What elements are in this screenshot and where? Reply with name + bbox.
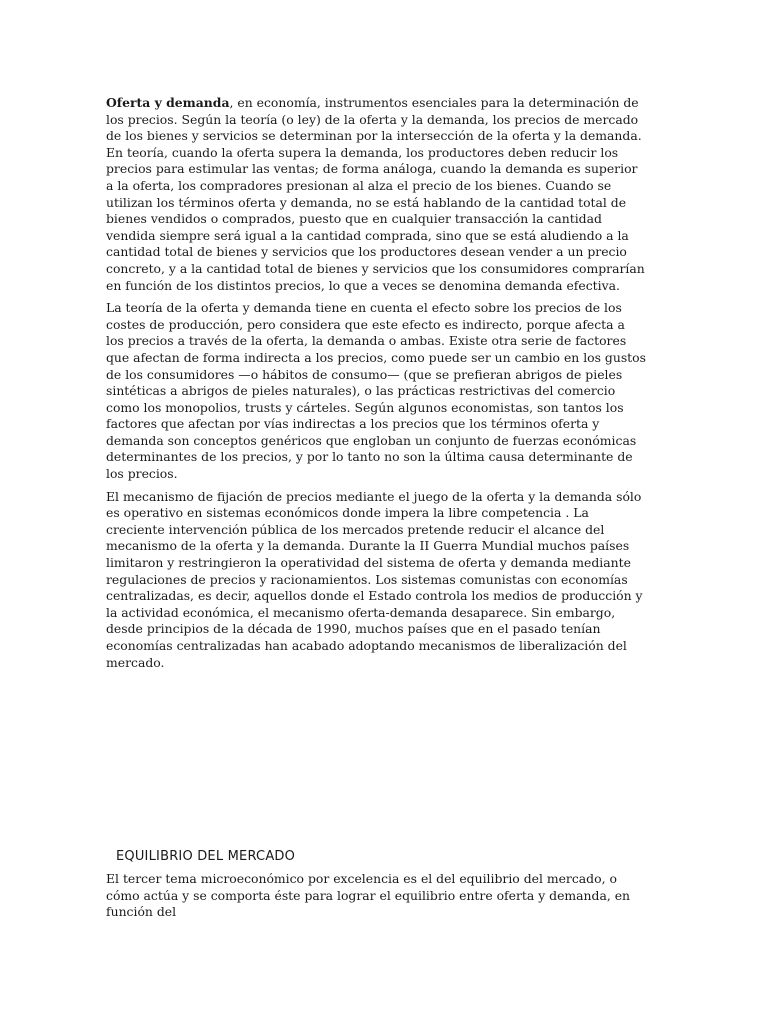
section-paragraph: El tercer tema microeconómico por excelencia es el del equilibrio del mercado, o cómo actúa y se comporta éste para lograr el equilibrio entre oferta y demanda, en función del — [106, 871, 631, 920]
paragraph-intro — [106, 95, 646, 294]
term-bold: Oferta y demanda — [106, 95, 230, 110]
paragraph-2: La teoría de la oferta y demanda tiene en cuenta el efecto sobre los precios de los costes de producción, pero considera que este efecto es indirecto, porque afecta a los precios a través de la oferta, la demanda o ambas. Existe otra serie de factores que afectan de forma indirecta a los precios, como puede ser un cambio en los gustos de los consumidores —o hábitos de consumo— (que se prefieran abrigos de pieles sintéticas a abrigos de pieles naturales), o las prácticas restrictivas del comercio como los monopolios, trusts y cárteles. Según algunos economistas, son tantos los factores que afectan por vías indirectas a los precios que los términos oferta y demanda son conceptos genéricos que engloban un conjunto de fuerzas económicas determinantes de los precios, y por lo tanto no son la última causa determinante de los precios. — [106, 300, 646, 482]
section-heading: EQUILIBRIO DEL MERCADO — [116, 849, 296, 864]
main-text-block — [106, 95, 646, 677]
intro-text: , en economía, instrumentos esenciales para la determinación de los precios. Según la teoría (o ley) de la oferta y la demanda, los precios de mercado de los bienes y servicios se determinan por la intersección de la oferta y la demanda. En teoría, cuando la oferta supera la demanda, los productores deben reducir los precios para estimular las ventas; de forma análoga, cuando la demanda es superior a la oferta, los compradores presionan al alza el precio de los bienes. Cuando se utilizan los términos oferta y demanda, no se está hablando de la cantidad total de bienes vendidos o comprados, puesto que en cualquier transacción la cantidad vendida siempre será igual a la cantidad comprada, sino que se está aludiendo a la cantidad total de bienes y servicios que los productores desean vender a un precio concreto, y a la cantidad total de bienes y servicios que los consumidores comprarían en función de los distintos precios, lo que a veces se denomina demanda efectiva. — [106, 95, 645, 293]
paragraph-3: El mecanismo de fijación de precios mediante el juego de la oferta y la demanda sólo es operativo en sistemas económicos donde impera la libre competencia . La creciente intervención pública de los mercados pretende reducir el alcance del mecanismo de la oferta y la demanda. Durante la II Guerra Mundial muchos países limitaron y restringieron la operatividad del sistema de oferta y demanda mediante regulaciones de precios y racionamientos. Los sistemas comunistas con economías centralizadas, es decir, aquellos donde el Estado controla los medios de producción y la actividad económica, el mecanismo oferta-demanda desaparece. Sin embargo, desde principios de la década de 1990, muchos países que en el pasado tenían economías centralizadas han acabado adoptando mecanismos de liberalización del mercado. — [106, 488, 643, 670]
section-text-block — [106, 871, 646, 921]
